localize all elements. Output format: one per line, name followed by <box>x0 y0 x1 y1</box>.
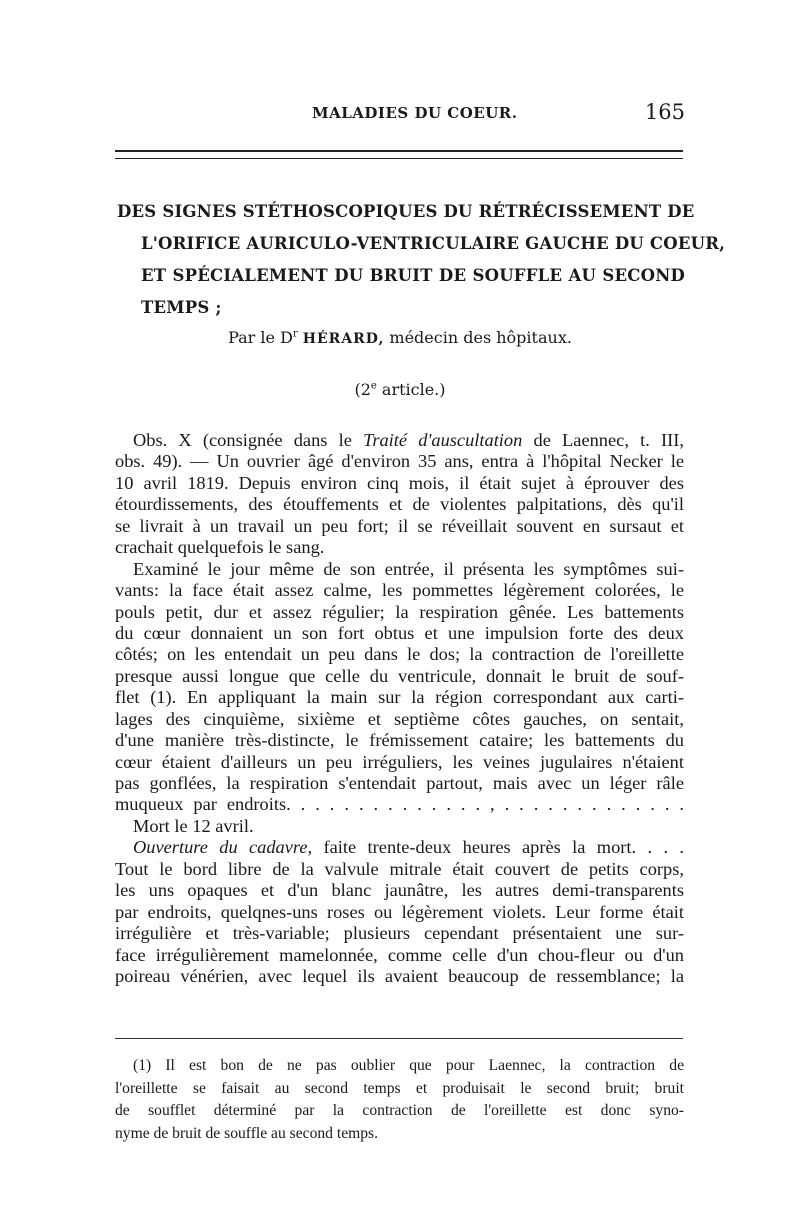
footnote-line: nyme de bruit de souffle au second temps. <box>115 1124 379 1142</box>
body-line: se livrait à un travail un peu fort; il se réveillait souvent en sursaut et <box>115 515 684 536</box>
section-heading-italic: Ouverture du cadavre <box>133 837 308 858</box>
body-line: face irrégulièrement mamelonnée, comme celle d'un chou-fleur ou d'un <box>115 944 684 965</box>
body-line: Mort le 12 avril. <box>133 815 254 836</box>
body-line: Tout le bord libre de la valvule mitrale était couvert de petits corps, <box>115 858 684 879</box>
byline-prefix: Par le D <box>228 328 293 347</box>
byline-prefix-sup: r <box>292 328 298 340</box>
body-line: par endroits, quelqnes-uns roses ou légèrement violets. Leur forme était <box>115 901 684 922</box>
article-number <box>0 380 800 399</box>
body-line: étourdissements, des étouffements et de violentes palpitations, dès qu'il <box>115 494 684 515</box>
author-name: HÉRARD, <box>302 331 385 347</box>
article-title <box>117 196 726 324</box>
title-line: L'ORIFICE AURICULO-VENTRICULAIRE GAUCHE DU COEUR, <box>141 234 726 253</box>
running-title: MALADIES DU COEUR. <box>312 104 518 122</box>
body-line: irrégulière et très-variable; plusieurs cependant présentaient une sur- <box>115 923 684 944</box>
article-number-open: (2 <box>354 380 371 399</box>
footnote <box>115 1055 684 1145</box>
footnote-rule <box>115 1038 683 1039</box>
header-double-rule <box>115 150 683 159</box>
body-line: pouls petit, dur et assez régulier; la respiration gênée. Les battements <box>115 601 684 622</box>
byline <box>0 328 800 347</box>
body-line: côtés; on les entendait un peu dans le dos; la contraction de l'oreillette <box>115 644 684 665</box>
body-line: flet (1). En appliquant la main sur la région correspondant aux carti- <box>115 687 684 708</box>
byline-suffix: médecin des hôpitaux. <box>384 328 572 347</box>
body-line: poireau vénérien, avec lequel ils avaient beaucoup de ressemblance; la <box>115 965 684 986</box>
body-line: du cœur donnaient un son fort obtus et une impulsion forte des deux <box>115 622 684 643</box>
body-line: crachait quelquefois le sang. <box>115 537 325 558</box>
article-number-rest: article.) <box>376 380 446 399</box>
footnote-line: de soufflet déterminé par la contraction de l'oreillette est donc syno- <box>115 1102 684 1119</box>
body-line: 10 avril 1819. Depuis environ cinq mois, il était sujet à éprouver des <box>115 472 684 493</box>
body-line: presque aussi longue que celle du ventricule, donnait le bruit de souf- <box>115 665 684 686</box>
article-number-sup: e <box>370 380 377 392</box>
body-text <box>115 430 684 987</box>
body-line: Obs. X (consignée dans le Traité d'auscultation de Laennec, t. III, <box>133 430 684 450</box>
body-line: pas gonflées, la respiration s'entendait partout, mais avec un léger râle <box>115 773 684 793</box>
body-line: cœur étaient d'ailleurs un peu irréguliers, les veines jugulaires n'étaient <box>115 751 684 772</box>
footnote-line: l'oreillette se faisait au second temps et produisait le second bruit; bruit <box>115 1079 684 1097</box>
body-line: obs. 49). — Un ouvrier âgé d'environ 35 ans, entra à l'hôpital Necker le <box>115 451 684 472</box>
body-line: Ouverture du cadavre, faite trente-deux heures après la mort. . . . <box>133 837 684 858</box>
title-line: DES SIGNES STÉTHOSCOPIQUES DU RÉTRÉCISSEMENT DE <box>117 202 695 221</box>
body-line: d'une manière très-distincte, le frémissement cataire; les battements du <box>115 730 684 751</box>
body-line: Examiné le jour même de son entrée, il présenta les symptômes sui- <box>133 558 684 579</box>
body-line: muqueux par endroits. . . . . . . . . . . . . . , . . . . . . . . . . . . . <box>115 794 684 815</box>
body-line: vants: la face était assez calme, les pommettes légèrement colorées, le <box>115 580 684 601</box>
title-line: TEMPS ; <box>141 298 222 317</box>
footnote-line: (1) Il est bon de ne pas oublier que pour Laennec, la contraction de <box>133 1057 684 1074</box>
page-number: 165 <box>644 100 685 124</box>
cited-work-title: Traité d'auscultation <box>363 430 523 450</box>
title-line: ET SPÉCIALEMENT DU BRUIT DE SOUFFLE AU SECOND <box>141 266 685 285</box>
body-line: lages des cinquième, sixième et septième côtes gauches, on sentait, <box>115 708 684 729</box>
body-line: les uns opaques et d'un blanc jaunâtre, les autres demi-transparents <box>115 880 684 901</box>
running-head <box>115 100 685 130</box>
